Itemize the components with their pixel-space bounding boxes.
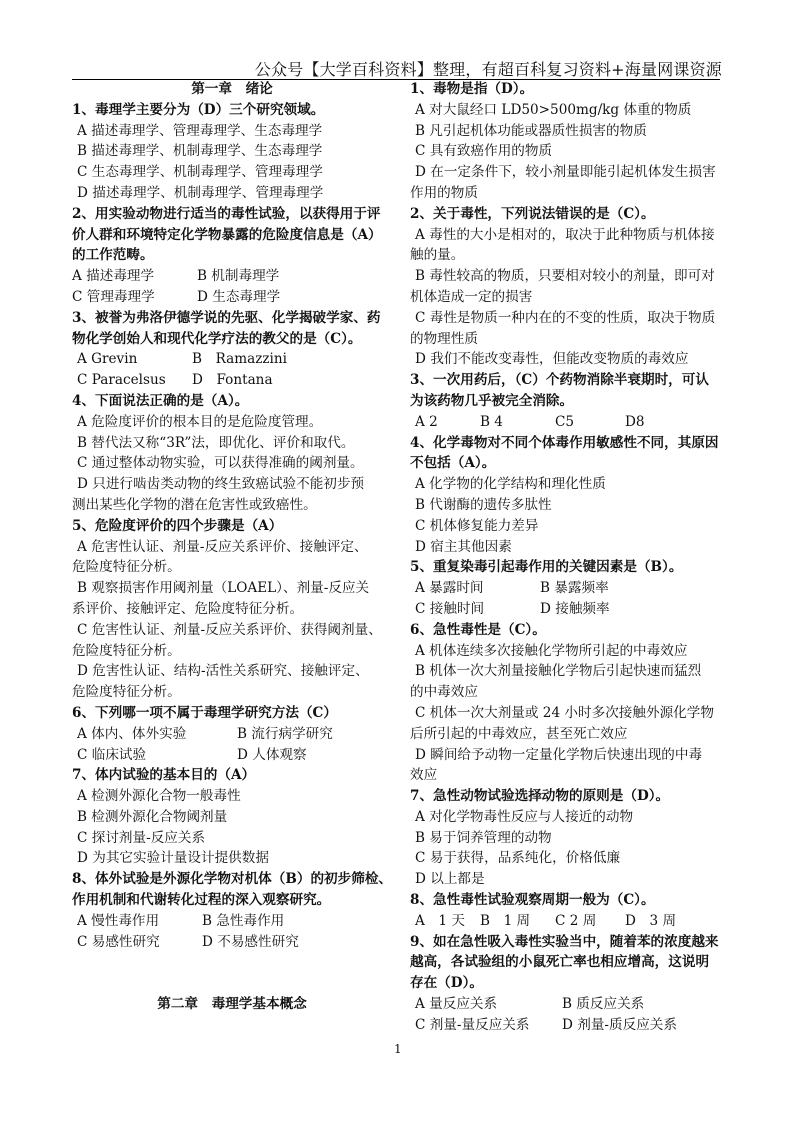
question-text: 价人群和环境特定化学物暴露的危险度信息是（A）	[72, 226, 382, 243]
option: C 管理毒理学	[72, 288, 155, 305]
option: C 接触时间	[415, 600, 485, 617]
option: A 量反应关系	[415, 996, 498, 1013]
text-line: A 对化学物毒性反应与人接近的动物	[415, 808, 634, 825]
question-text: 8、体外试验是外源化学物对机体（B）的初步筛检、	[72, 871, 393, 888]
question-text: 2、用实验动物进行适当的毒性试验，以获得用于评	[72, 205, 381, 222]
option-row	[410, 578, 722, 599]
option-row	[72, 370, 392, 391]
option-row	[72, 911, 392, 932]
text-line: 系评价、接触评定、危险度特征分析。	[72, 600, 304, 617]
option: A 描述毒理学	[72, 268, 155, 285]
question-text: 6、急性毒性是（C）。	[410, 621, 546, 638]
option: A Grevin	[77, 351, 138, 368]
text-line: D 为其它实验计量设计提供数据	[77, 850, 269, 867]
chapter-title: 第一章 绪论	[191, 81, 273, 97]
text-line: B 易于饲养管理的动物	[415, 829, 552, 846]
option: D 不易感性研究	[202, 933, 299, 950]
question-text: 5、危险度评价的四个步骤是（A）	[72, 517, 283, 534]
question-text: 6、下列哪一项不属于毒理学研究方法（C）	[72, 704, 337, 721]
option-row	[72, 724, 392, 745]
text-line: C 具有致癌作用的物质	[415, 143, 553, 160]
option: D 接触频率	[540, 600, 610, 617]
question-text: 9、如在急性吸入毒性实验当中，随着苯的浓度越来	[410, 933, 719, 950]
question-text: 作用机制和代谢转化过程的深入观察研究。	[72, 892, 331, 909]
question-text: 7、急性动物试验选择动物的原则是（D）。	[410, 788, 670, 805]
text-line: B 毒性较高的物质，只要相对较小的剂量，即可对	[415, 268, 715, 285]
text-line: B 凡引起机体功能或器质性损害的物质	[415, 122, 647, 139]
text-line: A 化学物的化学结构和理化性质	[415, 476, 606, 493]
question-text: 越高，各试验组的小鼠死亡率也相应增高，这说明	[410, 954, 710, 971]
option: B 流行病学研究	[237, 725, 333, 742]
option: D Fontana	[192, 372, 273, 389]
option: D 人体观察	[237, 746, 307, 763]
text-line: B 代谢酶的遗传多肽性	[415, 496, 552, 513]
option: A 1 天	[415, 912, 465, 929]
question-text: 1、毒理学主要分为（D）三个研究领域。	[72, 101, 325, 118]
text-line: 效应	[410, 767, 438, 784]
right-column	[410, 79, 722, 1036]
option: D8	[625, 413, 645, 430]
page-number: 1	[394, 1042, 402, 1056]
question-text: 5、重复染毒引起毒作用的关键因素是（B）。	[410, 559, 683, 576]
option-row	[72, 349, 392, 370]
option: C 2 周	[555, 912, 597, 929]
text-line: C 通过整体动物实验，可以获得准确的阈剂量。	[77, 455, 364, 472]
question-text: 不包括（A）。	[410, 455, 496, 472]
option-row	[72, 287, 392, 308]
option: C 剂量-量反应关系	[415, 1016, 530, 1033]
option: A 慢性毒作用	[77, 912, 160, 929]
text-line: D 瞬间给予动物一定量化学物后快速出现的中毒	[415, 746, 703, 763]
text-line: C 毒性是物质一种内在的不变的性质，取决于物质	[415, 309, 716, 326]
option: B 急性毒作用	[202, 912, 285, 929]
option: B 4	[480, 413, 503, 430]
text-line: A 危险度评价的根本目的是危险度管理。	[77, 413, 323, 430]
option: C 临床试验	[77, 746, 147, 763]
option-row	[410, 599, 722, 620]
text-line: B 描述毒理学、机制毒理学、生态毒理学	[77, 143, 323, 160]
text-line: 测出某些化学物的潜在危害性或致癌性。	[72, 496, 317, 513]
text-line: B 机体一次大剂量接触化学物后引起快速而猛烈	[415, 663, 702, 680]
question-text: 8、急性毒性试验观察周期一般为（C）。	[410, 892, 655, 909]
text-line: A 毒性的大小是相对的，取决于此种物质与机体接	[415, 226, 715, 243]
option-row	[72, 745, 392, 766]
text-line: C 机体修复能力差异	[415, 517, 539, 534]
text-line: A 检测外源化合物一般毒性	[77, 788, 241, 805]
text-line: A 描述毒理学、管理毒理学、生态毒理学	[77, 122, 323, 139]
question-text: 4、化学毒物对不同个体毒作用敏感性不同，其原因	[410, 434, 719, 451]
option: C5	[555, 413, 575, 430]
text-line: D 只进行啮齿类动物的终生致癌试验不能初步预	[77, 476, 365, 493]
option: A 暴露时间	[415, 580, 484, 597]
option-row	[72, 266, 392, 287]
option-row	[410, 1015, 722, 1036]
text-line: C 危害性认证、剂量-反应关系评价、获得阈剂量、	[77, 621, 382, 638]
text-line: 触的量。	[410, 247, 465, 264]
document-header: 公众号【大学百科资料】整理，有超百科复习资料+海量网课资源	[254, 60, 722, 79]
option: B Ramazzini	[192, 351, 288, 368]
option: A 2	[415, 413, 438, 430]
text-line: 的物理性质	[410, 330, 478, 347]
text-line: D 以上都是	[415, 871, 485, 888]
text-line: C 生态毒理学、机制毒理学、管理毒理学	[77, 164, 323, 181]
text-line: A 危害性认证、剂量-反应关系评价、接触评定、	[77, 538, 368, 555]
text-line: D 危害性认证、结构-活性关系研究、接触评定、	[77, 663, 369, 680]
left-column	[72, 79, 392, 1015]
text-line: C 机体一次大剂量或 24 小时多次接触外源化学物	[415, 704, 714, 721]
text-line	[72, 973, 392, 994]
text-line: D 我们不能改变毒性，但能改变物质的毒效应	[415, 351, 689, 368]
text-line: 作用的物质	[410, 184, 478, 201]
chapter-title: 第二章 毒理学基本概念	[157, 996, 307, 1013]
text-line: 机体造成一定的损害	[410, 288, 533, 305]
option: C 易感性研究	[77, 933, 160, 950]
question-text: 存在（D）。	[410, 975, 483, 992]
option-row	[410, 994, 722, 1015]
text-line: 危险度特征分析。	[72, 684, 181, 701]
text-line: 危险度特征分析。	[72, 642, 181, 659]
option-row	[410, 412, 722, 433]
question-text: 1、毒物是指（D）。	[410, 81, 534, 97]
text-line: D 在一定条件下，较小剂量即能引起机体发生损害	[415, 164, 716, 181]
text-line: D 描述毒理学、机制毒理学、管理毒理学	[77, 184, 324, 201]
question-text: 为该药物几乎被完全消除。	[410, 392, 574, 409]
option: B 暴露频率	[540, 580, 609, 597]
text-line	[72, 952, 392, 973]
text-line: 后所引起的中毒效应，甚至死亡效应	[410, 725, 628, 742]
text-line: B 观察损害作用阈剂量（LOAEL）、剂量-反应关	[77, 580, 370, 597]
option-row	[72, 932, 392, 953]
text-line: A 机体连续多次接触化学物所引起的中毒效应	[415, 642, 688, 659]
question-text: 7、体内试验的基本目的（A）	[72, 767, 256, 784]
option: B 1 周	[480, 912, 531, 929]
text-line: B 替代法又称“3R”法，即优化、评价和取代。	[77, 434, 355, 451]
question-text: 3、被誉为弗洛伊德学说的先驱、化学揭破学家、药	[72, 309, 381, 326]
option: B 质反应关系	[562, 996, 645, 1013]
text-line: 的中毒效应	[410, 684, 478, 701]
option: B 机制毒理学	[197, 268, 280, 285]
text-line: D 宿主其他因素	[415, 538, 512, 555]
option: A 体内、体外实验	[77, 725, 187, 742]
option: D 剂量-质反应关系	[562, 1016, 677, 1033]
text-line: B 检测外源化合物阈剂量	[77, 808, 228, 825]
text-line: A 对大鼠经口 LD50>500mg/kg 体重的物质	[415, 101, 692, 118]
text-line: C 探讨剂量-反应关系	[77, 829, 206, 846]
question-text: 的工作范畴。	[72, 247, 154, 264]
option: C Paracelsus	[77, 372, 166, 389]
question-text: 4、下面说法正确的是（A）。	[72, 392, 249, 409]
option: D 生态毒理学	[197, 288, 281, 305]
text-line: C 易于获得，品系纯化，价格低廉	[415, 850, 621, 867]
question-text: 物化学创始人和现代化学疗法的教父的是（C）。	[72, 330, 362, 347]
option: D 3 周	[625, 912, 677, 929]
text-line: 危险度特征分析。	[72, 559, 181, 576]
question-text: 3、一次用药后，（C）个药物消除半衰期时，可认	[410, 372, 709, 389]
question-text: 2、关于毒性，下列说法错误的是（C）。	[410, 205, 655, 222]
option-row	[410, 911, 722, 932]
